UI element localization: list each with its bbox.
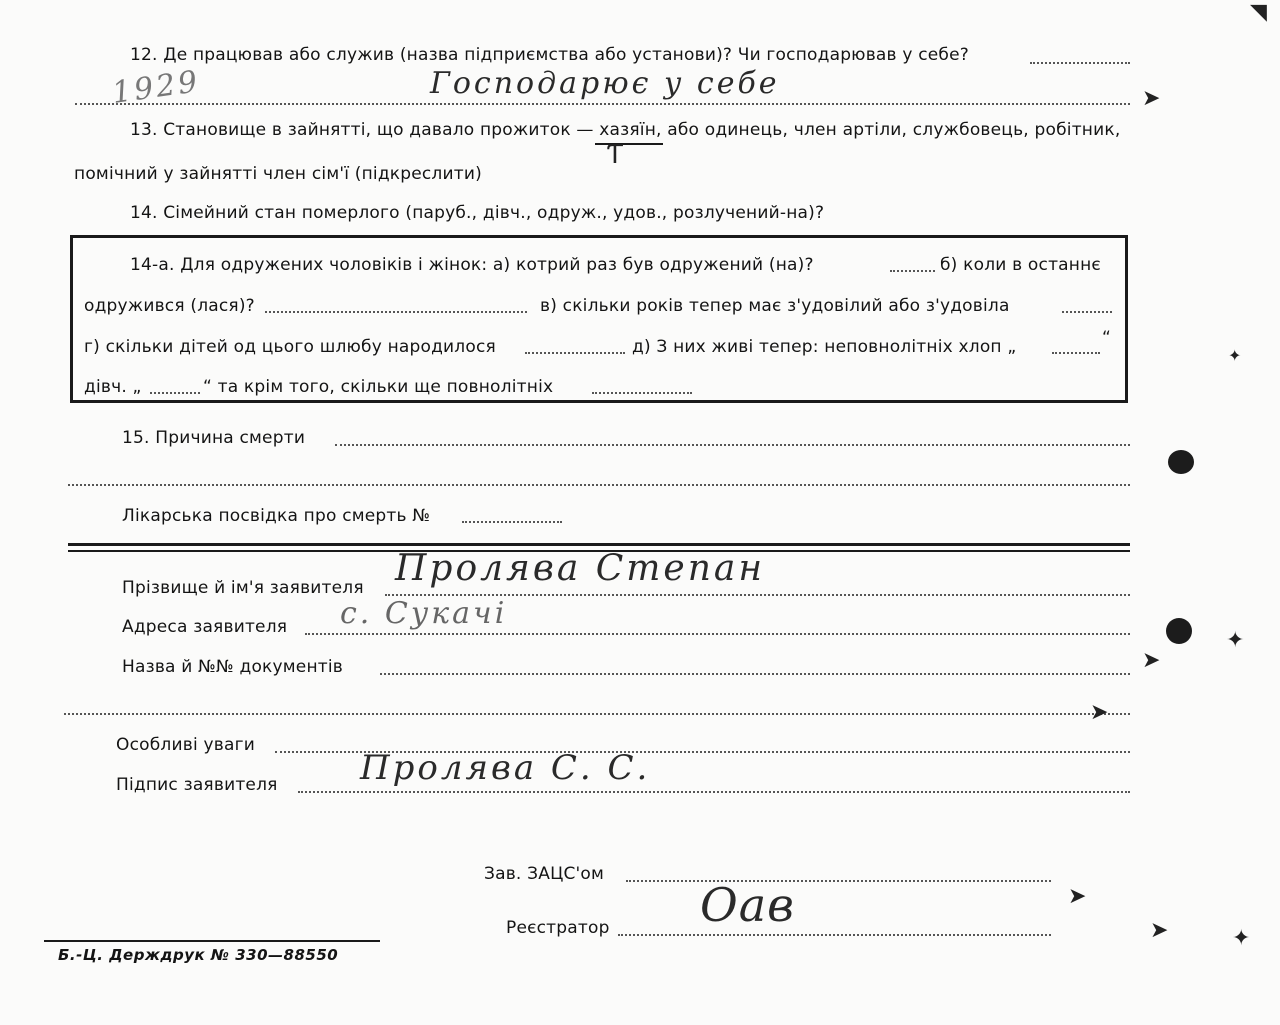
applicant-notes-label: Особливі уваги: [116, 735, 255, 755]
q14a-dot-1[interactable]: [890, 270, 935, 272]
applicant-docs-line-1[interactable]: [380, 673, 1130, 675]
applicant-signature-label: Підпис заявителя: [116, 775, 278, 795]
applicant-signature-line: [298, 791, 1130, 793]
punch-hole-mark: ✦: [1228, 346, 1242, 365]
q14a-line3b: д) З них живі тепер: неповнолітніх хлоп „: [632, 337, 1017, 357]
q14a-dot-6[interactable]: [150, 392, 200, 394]
q13-underline-owner: [595, 143, 663, 145]
ink-stain: [1166, 618, 1192, 644]
q14a-line1b: б) коли в останнє: [940, 255, 1101, 275]
applicant-address-label: Адреса заявителя: [122, 617, 288, 637]
applicant-docs-line-2[interactable]: [64, 713, 1130, 715]
q14a-dot-4[interactable]: [525, 352, 625, 354]
registrar-label: Реєстратор: [506, 918, 610, 938]
applicant-address-line: [305, 633, 1130, 635]
medical-label: Лікарська посвідка про смерть №: [122, 506, 431, 526]
footer-rule: [44, 940, 380, 942]
head-label: Зав. ЗАЦС'ом: [484, 864, 605, 884]
q14a-line3a: г) скільки дітей од цього шлюбу народилося: [84, 337, 496, 357]
ink-stain: [1168, 450, 1194, 474]
q12-answer-line: [75, 103, 1130, 105]
print-info: Б.-Ц. Держдрук № 330—88550: [58, 946, 339, 964]
q14a-line2b: в) скільки років тепер має з'удовілий або з'удовіла: [540, 296, 1010, 316]
q14a-line4b: “ та крім того, скільки ще повнолітніх: [203, 377, 554, 397]
punch-hole-mark: ➤: [1142, 86, 1161, 111]
registrar-signature-line: [618, 934, 1051, 936]
applicant-name-label: Прізвище й ім'я заявителя: [122, 578, 364, 598]
applicant-address-value[interactable]: с. Сукачі: [340, 596, 508, 631]
punch-hole-mark: ➤: [1150, 918, 1169, 943]
medical-number-line[interactable]: [462, 521, 562, 523]
q14a-line3c: “: [1102, 328, 1112, 348]
q12-margin-note: 1929: [109, 64, 203, 111]
q14a-dot-3[interactable]: [1062, 311, 1112, 313]
applicant-docs-label: Назва й №№ документів: [122, 657, 344, 677]
registrar-signature[interactable]: Оав: [700, 878, 795, 932]
head-signature-line[interactable]: [626, 880, 1051, 882]
punch-hole-mark: ➤: [1142, 648, 1161, 673]
q15-label: 15. Причина смерти: [122, 428, 306, 448]
punch-hole-mark: ➤: [1068, 884, 1087, 909]
q13-line1: 13. Становище в зайнятті, що давало прожиток — хазяїн, або одинець, член артіли, службовець, робітник,: [130, 120, 1121, 140]
q14a-dot-7[interactable]: [592, 392, 692, 394]
q12-label: 12. Де працював або служив (назва підприємства або установи)? Чи господарював у себе?: [130, 45, 969, 65]
q15-line-2[interactable]: [68, 484, 1130, 486]
q14-label: 14. Сімейний стан померлого (паруб., дівч., одруж., удов., розлучений-на)?: [130, 203, 825, 223]
punch-hole-mark: ✦: [1226, 628, 1245, 653]
section-divider-top: [68, 543, 1130, 546]
punch-hole-mark: ◥: [1250, 0, 1267, 25]
q13-check-mark: Ƭ: [607, 140, 623, 170]
q14a-dot-5[interactable]: [1052, 352, 1100, 354]
q15-line-1[interactable]: [335, 444, 1130, 446]
q13-line2: помічний у зайнятті член сім'ї (підкреслити): [74, 164, 482, 184]
q12-dotline-a: [1030, 62, 1130, 64]
q12-answer[interactable]: Господарює у себе: [430, 66, 780, 101]
q14a-line2a: одружився (лася)?: [84, 296, 255, 316]
q14a-line1a: 14-а. Для одружених чоловіків і жінок: а) котрий раз був одружений (на)?: [130, 255, 814, 275]
q14a-dot-2[interactable]: [265, 311, 527, 313]
applicant-name-value[interactable]: Пролява Степан: [395, 548, 766, 589]
q14a-line4a: дівч. „: [84, 377, 142, 397]
punch-hole-mark: ➤: [1090, 700, 1109, 725]
punch-hole-mark: ✦: [1232, 926, 1251, 951]
applicant-signature-value[interactable]: Пролявa С. С.: [360, 748, 651, 788]
